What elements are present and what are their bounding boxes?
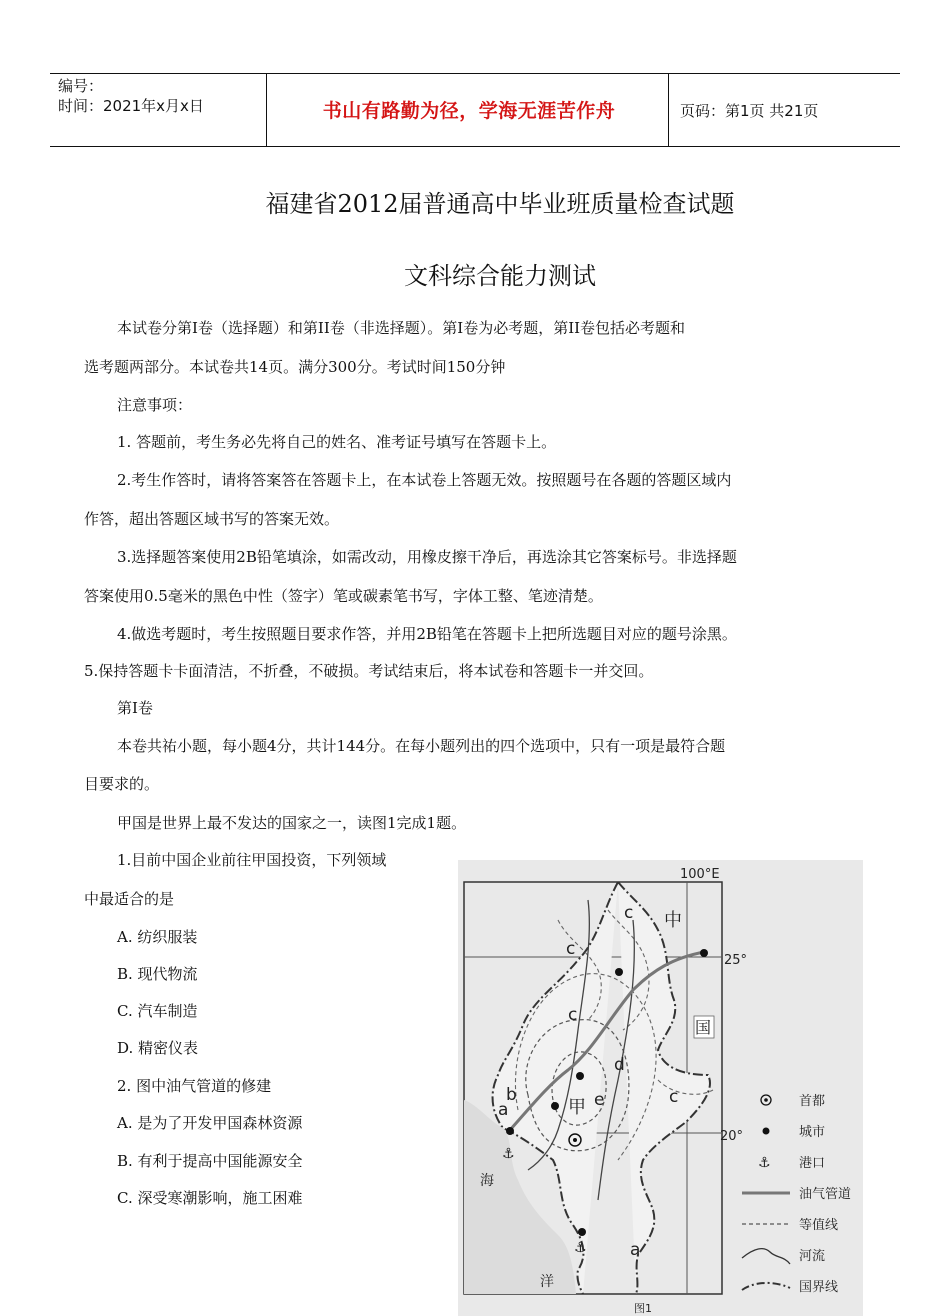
legend-contour: 等值线 xyxy=(799,1218,839,1233)
capital-marker-dot xyxy=(573,1138,577,1142)
legend-port-icon: ⚓ xyxy=(758,1155,771,1171)
time-label: 时间：2021年x月x日 xyxy=(58,97,204,115)
label-guo: 国 xyxy=(695,1018,712,1037)
label-yang: 洋 xyxy=(540,1274,554,1290)
city-marker xyxy=(578,1228,586,1236)
number-label: 编号： xyxy=(58,77,104,95)
map-svg xyxy=(458,860,863,1316)
note-3-line-1: 3.选择题答案使用2B铅笔填涂，如需改动，用橡皮擦干净后，再选涂其它答案标号。非选择题 xyxy=(117,548,737,566)
note-1: 1. 答题前，考生务必先将自己的姓名、准考证号填写在答题卡上。 xyxy=(117,433,557,451)
legend-port: 港口 xyxy=(799,1156,826,1171)
page-info: 页码：第1页 共21页 xyxy=(680,102,819,120)
letter-a-2: a xyxy=(630,1240,641,1260)
lat-25-label: 25° xyxy=(724,953,748,968)
note-2-line-1: 2.考生作答时，请将答案答在答题卡上，在本试卷上答题无效。按照题号在各题的答题区域内 xyxy=(117,471,732,489)
q2-option-c: C. 深受寒潮影响，施工困难 xyxy=(117,1189,303,1207)
city-marker xyxy=(506,1127,514,1135)
intro-line-2: 选考题两部分。本试卷共14页。满分300分。考试时间150分钟 xyxy=(84,358,506,376)
legend-border: 国界线 xyxy=(799,1280,839,1295)
volume-desc-line-2: 目要求的。 xyxy=(84,775,160,793)
lat-20-label: 20° xyxy=(720,1129,744,1144)
intro-line-1: 本试卷分第I卷（选择题）和第II卷（非选择题）。第I卷为必考题，第II卷包括必考题和 xyxy=(117,319,686,337)
letter-b: b xyxy=(506,1085,517,1105)
legend-capital: 首都 xyxy=(799,1094,826,1109)
question-2: 2. 图中油气管道的修建 xyxy=(117,1077,272,1095)
letter-c-2: c xyxy=(566,939,576,959)
q1-option-b: B. 现代物流 xyxy=(117,965,198,983)
volume-desc-line-1: 本卷共祐小题，每小题4分，共计144分。在每小题列出的四个选项中，只有一项是最符合题 xyxy=(117,737,726,755)
city-marker xyxy=(576,1072,584,1080)
map-legend xyxy=(742,1093,851,1295)
letter-c-1: c xyxy=(624,903,634,923)
legend-pipeline: 油气管道 xyxy=(799,1187,852,1202)
legend-city-icon xyxy=(763,1128,770,1135)
note-5: 5.保持答题卡卡面清洁，不折叠，不破损。考试结束后，将本试卷和答题卡一并交回。 xyxy=(84,662,654,680)
legend-city: 城市 xyxy=(799,1125,826,1140)
letter-d: d xyxy=(614,1055,625,1075)
city-marker xyxy=(700,949,708,957)
q2-option-a: A. 是为了开发甲国森林资源 xyxy=(117,1114,303,1132)
header-meta xyxy=(58,76,204,116)
figure-1-map xyxy=(458,860,863,1316)
city-marker xyxy=(615,968,623,976)
port-icon: ⚓ xyxy=(574,1240,587,1256)
note-2-line-2: 作答，超出答题区域书写的答案无效。 xyxy=(84,510,340,528)
note-4: 4.做选考题时，考生按照题目要求作答，并用2B铅笔在答题卡上把所选题目对应的题号涂黑。 xyxy=(117,625,737,643)
legend-capital-dot xyxy=(764,1098,768,1102)
header-divider-right xyxy=(668,73,669,147)
q1-option-c: C. 汽车制造 xyxy=(117,1002,198,1020)
city-marker xyxy=(551,1102,559,1110)
note-3-line-2: 答案使用0.5毫米的黑色中性（签字）笔或碳素笔书写，字体工整、笔迹清楚。 xyxy=(84,587,603,605)
legend-river-icon xyxy=(742,1249,790,1264)
header-motto: 书山有路勤为径，学海无涯苦作舟 xyxy=(322,100,616,122)
letter-c-3: c xyxy=(568,1005,578,1025)
letter-e: e xyxy=(594,1090,605,1110)
letter-a: a xyxy=(498,1100,509,1120)
q1-option-d: D. 精密仪表 xyxy=(117,1039,199,1057)
letter-c-4: c xyxy=(669,1087,679,1107)
label-zhong: 中 xyxy=(664,910,682,931)
lon-label: 100°E xyxy=(680,867,720,882)
q1-option-a: A. 纺织服装 xyxy=(117,928,198,946)
header-top-rule xyxy=(50,73,900,74)
label-hai: 海 xyxy=(480,1173,494,1189)
page-title: 福建省2012届普通高中毕业班质量检查试题 xyxy=(265,190,735,218)
question-1-line-2: 中最适合的是 xyxy=(84,890,175,908)
volume-heading: 第I卷 xyxy=(117,699,153,717)
notes-title: 注意事项： xyxy=(117,396,193,414)
page-subtitle: 文科综合能力测试 xyxy=(404,262,596,290)
legend-border-icon xyxy=(742,1283,790,1290)
figure-caption: 图1 xyxy=(634,1302,652,1315)
label-jia: 甲 xyxy=(568,1097,586,1118)
q2-option-b: B. 有利于提高中国能源安全 xyxy=(117,1152,303,1170)
header-divider-left xyxy=(266,73,267,147)
legend-river: 河流 xyxy=(799,1249,826,1264)
port-icon: ⚓ xyxy=(502,1146,515,1162)
question-1-line-1: 1.目前中国企业前往甲国投资，下列领域 xyxy=(117,851,387,869)
header-bottom-rule xyxy=(50,146,900,147)
question-context: 甲国是世界上最不发达的国家之一，读图1完成1题。 xyxy=(117,814,467,832)
